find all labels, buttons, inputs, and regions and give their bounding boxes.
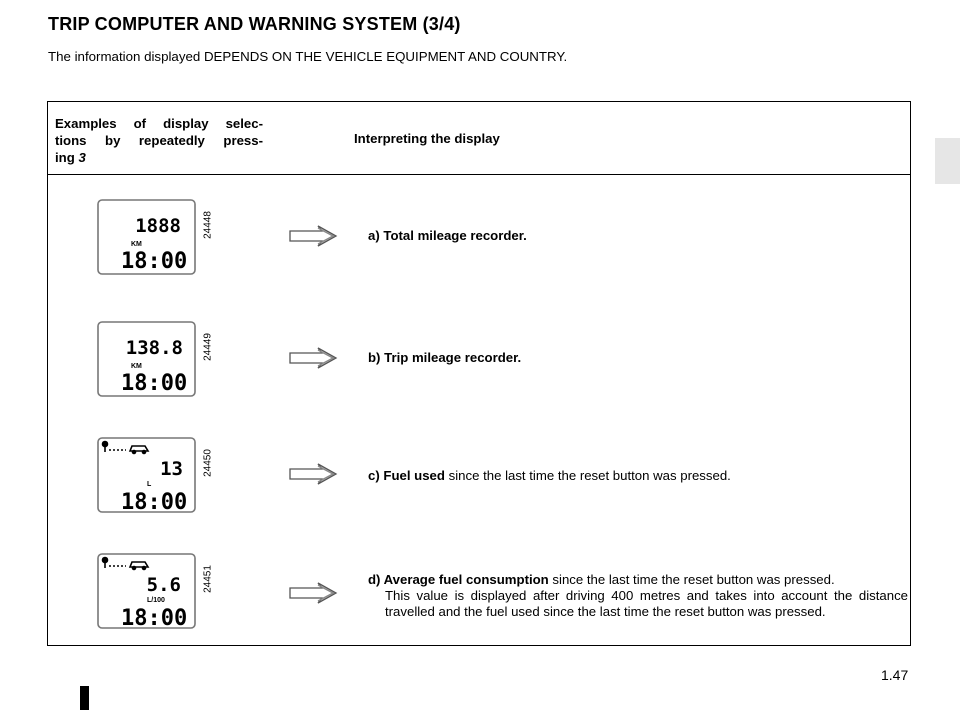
info-table xyxy=(47,101,911,646)
button-number: 3 xyxy=(78,150,86,165)
page-subtitle: The information displayed DEPENDS ON THE VEHICLE EQUIPMENT AND COUNTRY. xyxy=(48,49,568,64)
column-header-line-1: Examples of display selec- xyxy=(55,116,263,131)
description-label: d) Average fuel consumption xyxy=(368,572,549,587)
lcd-value: 13 xyxy=(160,458,183,480)
lcd-value: 1888 xyxy=(135,215,181,237)
lcd-unit: L/100 xyxy=(147,597,165,604)
lcd-display-fuel-used xyxy=(97,437,196,513)
description-text: since the last time the reset button was pressed. xyxy=(548,572,835,587)
table-header xyxy=(48,102,910,175)
lcd-unit: KM xyxy=(131,241,142,248)
lcd-display-average-consumption xyxy=(97,553,196,629)
lcd-clock: 18:00 xyxy=(121,249,188,274)
description-a xyxy=(368,228,908,244)
lcd-clock: 18:00 xyxy=(121,490,188,513)
page-number: 1.47 xyxy=(881,667,909,683)
corner-mark xyxy=(80,686,89,710)
arrow-right-icon xyxy=(288,463,338,485)
arrow-right-icon xyxy=(288,225,338,247)
lcd-value: 5.6 xyxy=(146,574,181,596)
column-header-line-3-text: ing xyxy=(55,150,79,165)
description-continuation: This value is displayed after driving 400 metres and takes into account the distance travelled and the fuel used since the last time the reset button was pressed. xyxy=(385,588,908,619)
lcd-value: 138.8 xyxy=(125,337,183,359)
description-label: c) Fuel used xyxy=(368,468,445,483)
figure-number: 24448 xyxy=(202,211,214,239)
description-label: b) Trip mileage recorder. xyxy=(368,350,522,365)
column-header-line-3 xyxy=(55,149,263,166)
figure-number: 24451 xyxy=(202,565,214,593)
section-tab-marker xyxy=(935,138,960,184)
page-title: TRIP COMPUTER AND WARNING SYSTEM (3/4) xyxy=(48,14,461,34)
figure-number: 24450 xyxy=(202,449,214,477)
description-b xyxy=(368,350,908,366)
column-header-display-examples xyxy=(55,115,263,166)
lcd-clock: 18:00 xyxy=(121,371,188,396)
figure-number: 24449 xyxy=(202,333,214,361)
table-row xyxy=(48,431,910,553)
description-c xyxy=(368,468,908,484)
lcd-unit: KM xyxy=(131,363,142,370)
lcd-unit: L xyxy=(147,481,152,488)
description-d xyxy=(368,572,908,620)
lcd-clock: 18:00 xyxy=(121,606,188,629)
description-text: since the last time the reset button was pressed. xyxy=(444,468,731,483)
lcd-display-total-mileage xyxy=(97,199,196,275)
column-header-line-2: tions by repeatedly press- xyxy=(55,133,263,148)
description-label: a) Total mileage recorder. xyxy=(368,228,527,243)
table-row xyxy=(48,553,910,675)
column-header-interpretation: Interpreting the display xyxy=(354,131,500,146)
lcd-display-trip-mileage xyxy=(97,321,196,397)
arrow-right-icon xyxy=(288,582,338,604)
table-row xyxy=(48,309,910,431)
arrow-right-icon xyxy=(288,347,338,369)
table-row xyxy=(48,187,910,309)
